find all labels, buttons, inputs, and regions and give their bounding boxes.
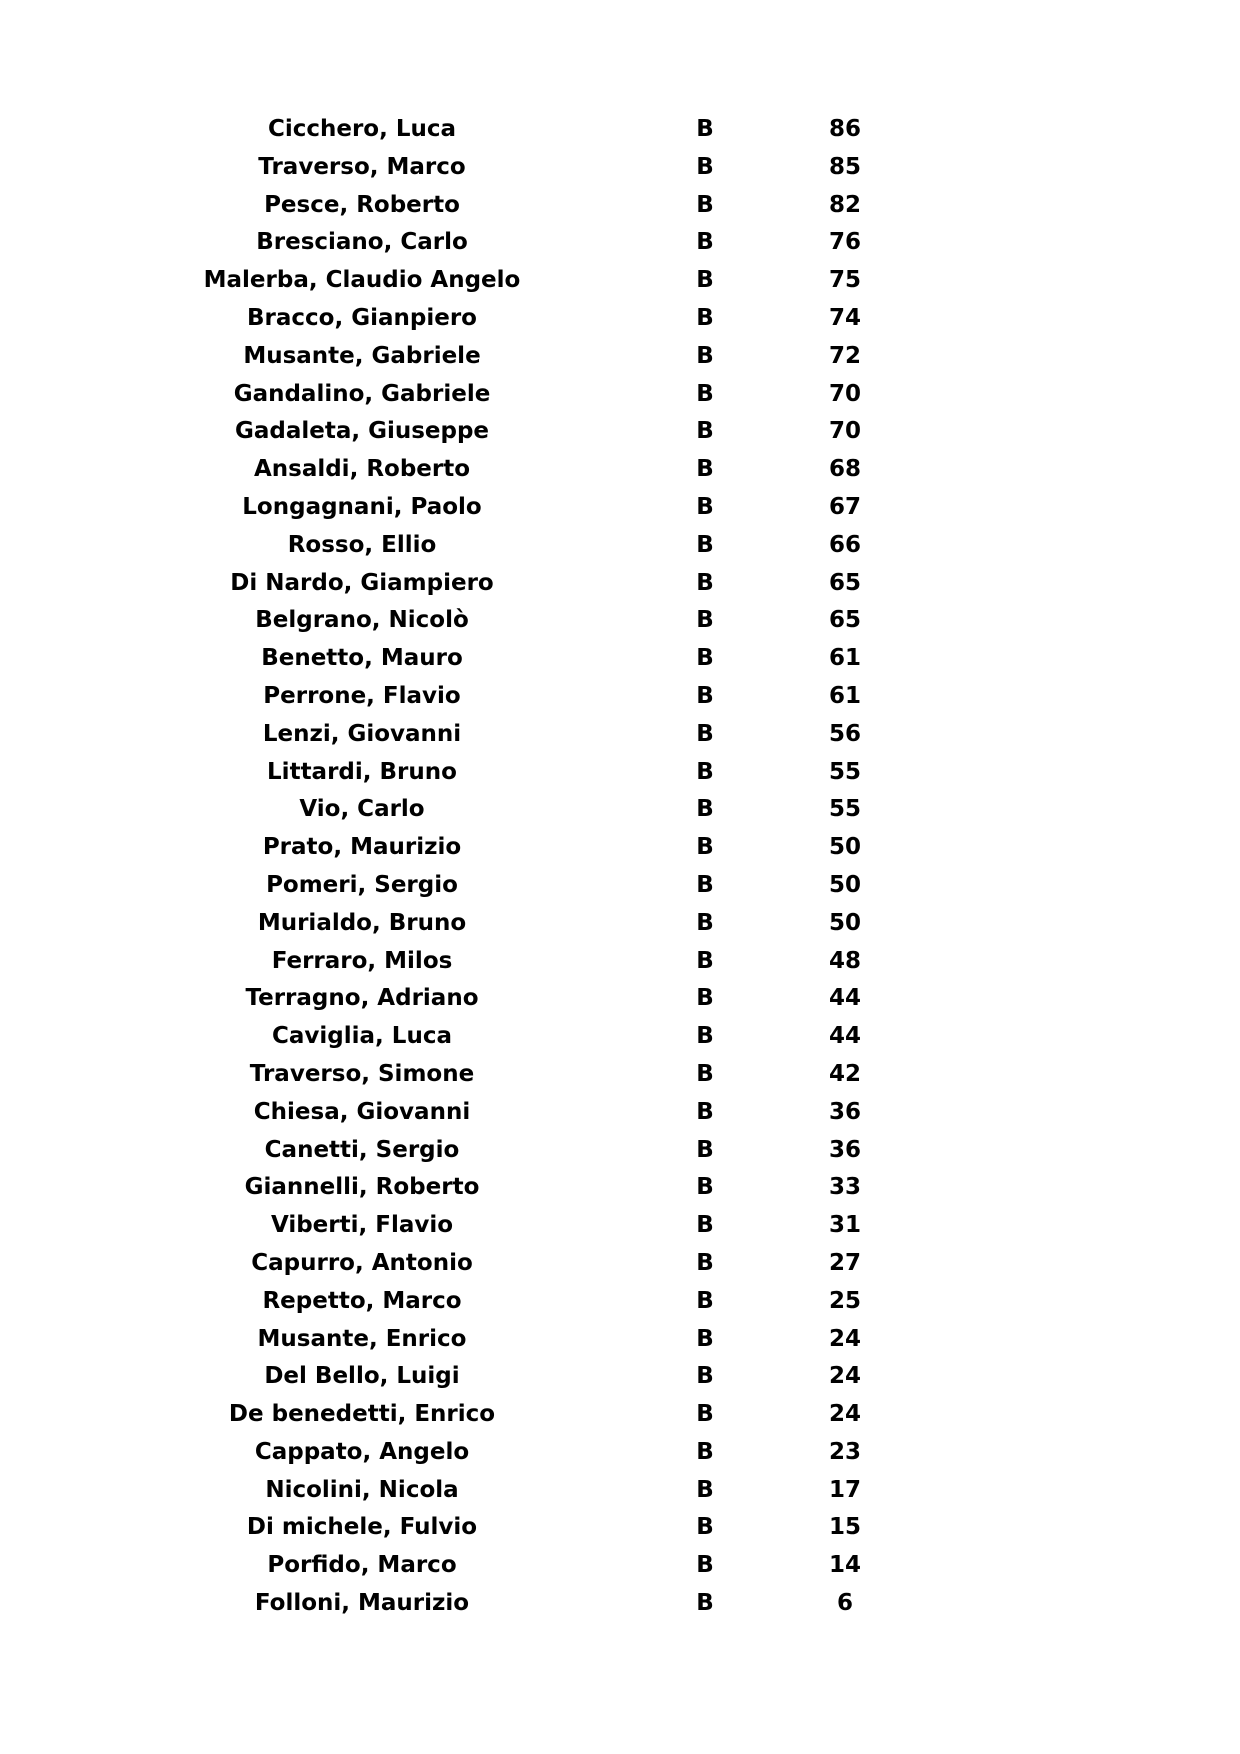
standings-row	[0, 1509, 1240, 1547]
player-name: Folloni, Maurizio	[254, 1590, 470, 1617]
player-name: Nicolini, Nicola	[265, 1476, 459, 1503]
standings-row	[0, 1547, 1240, 1585]
standings-row	[0, 1207, 1240, 1245]
standings-list	[0, 111, 1240, 1623]
player-name: Di Nardo, Giampiero	[230, 569, 494, 596]
player-category: B	[696, 1287, 714, 1314]
player-score: 15	[828, 1514, 861, 1541]
player-score: 68	[828, 456, 861, 483]
player-name: Pesce, Roberto	[264, 191, 460, 218]
player-name: Lenzi, Giovanni	[262, 720, 462, 747]
player-score: 50	[828, 834, 861, 861]
player-category: B	[696, 456, 714, 483]
standings-row	[0, 754, 1240, 792]
standings-row	[0, 1321, 1240, 1359]
player-category: B	[696, 1098, 714, 1125]
standings-row	[0, 451, 1240, 489]
standings-row	[0, 1018, 1240, 1056]
player-name: Longagnani, Paolo	[242, 493, 482, 520]
player-category: B	[696, 229, 714, 256]
player-category: B	[696, 758, 714, 785]
player-category: B	[696, 645, 714, 672]
player-score: 67	[828, 493, 861, 520]
player-score: 70	[828, 380, 861, 407]
player-score: 50	[828, 871, 861, 898]
player-category: B	[696, 267, 714, 294]
standings-row	[0, 1132, 1240, 1170]
player-score: 56	[828, 720, 861, 747]
player-category: B	[696, 909, 714, 936]
standings-row	[0, 262, 1240, 300]
standings-row	[0, 1396, 1240, 1434]
player-category: B	[696, 304, 714, 331]
standings-row	[0, 1169, 1240, 1207]
standings-row	[0, 905, 1240, 943]
standings-row	[0, 1585, 1240, 1623]
standings-row	[0, 1094, 1240, 1132]
player-category: B	[696, 191, 714, 218]
player-category: B	[696, 1136, 714, 1163]
player-name: De benedetti, Enrico	[228, 1401, 496, 1428]
player-score: 24	[828, 1363, 861, 1390]
player-category: B	[696, 418, 714, 445]
player-category: B	[696, 1249, 714, 1276]
player-score: 74	[828, 304, 861, 331]
player-name: Vio, Carlo	[299, 796, 425, 823]
standings-row	[0, 413, 1240, 451]
player-name: Traverso, Marco	[258, 153, 466, 180]
standings-row	[0, 111, 1240, 149]
player-score: 42	[828, 1060, 861, 1087]
player-category: B	[696, 1363, 714, 1390]
player-score: 36	[828, 1098, 861, 1125]
player-score: 48	[828, 947, 861, 974]
standings-row	[0, 338, 1240, 376]
player-category: B	[696, 871, 714, 898]
player-score: 44	[828, 985, 861, 1012]
standings-row	[0, 149, 1240, 187]
player-name: Bresciano, Carlo	[256, 229, 468, 256]
player-category: B	[696, 720, 714, 747]
player-name: Gandalino, Gabriele	[233, 380, 491, 407]
player-name: Rosso, Ellio	[287, 531, 437, 558]
player-score: 17	[828, 1476, 861, 1503]
player-name: Perrone, Flavio	[263, 682, 461, 709]
player-category: B	[696, 796, 714, 823]
player-name: Pomeri, Sergio	[266, 871, 458, 898]
player-name: Murialdo, Bruno	[257, 909, 467, 936]
player-name: Traverso, Simone	[249, 1060, 475, 1087]
player-category: B	[696, 985, 714, 1012]
standings-row	[0, 791, 1240, 829]
player-category: B	[696, 1023, 714, 1050]
player-name: Cappato, Angelo	[254, 1438, 470, 1465]
standings-row	[0, 300, 1240, 338]
standings-row	[0, 829, 1240, 867]
standings-row	[0, 716, 1240, 754]
player-score: 66	[828, 531, 861, 558]
standings-row	[0, 980, 1240, 1018]
player-score: 55	[828, 758, 861, 785]
player-category: B	[696, 1590, 714, 1617]
player-score: 65	[828, 607, 861, 634]
standings-row	[0, 678, 1240, 716]
standings-row	[0, 1472, 1240, 1510]
standings-row	[0, 602, 1240, 640]
player-category: B	[696, 153, 714, 180]
player-category: B	[696, 1212, 714, 1239]
player-name: Ferraro, Milos	[271, 947, 453, 974]
player-name: Ansaldi, Roberto	[253, 456, 471, 483]
standings-row	[0, 1358, 1240, 1396]
player-name: Giannelli, Roberto	[244, 1174, 480, 1201]
player-score: 44	[828, 1023, 861, 1050]
player-category: B	[696, 947, 714, 974]
player-name: Di michele, Fulvio	[246, 1514, 478, 1541]
player-score: 27	[828, 1249, 861, 1276]
player-name: Prato, Maurizio	[262, 834, 462, 861]
player-category: B	[696, 493, 714, 520]
player-score: 14	[828, 1552, 861, 1579]
player-score: 75	[828, 267, 861, 294]
player-category: B	[696, 1060, 714, 1087]
player-score: 61	[828, 682, 861, 709]
player-category: B	[696, 834, 714, 861]
player-category: B	[696, 1552, 714, 1579]
player-score: 25	[828, 1287, 861, 1314]
player-score: 23	[828, 1438, 861, 1465]
standings-row	[0, 187, 1240, 225]
player-name: Porfido, Marco	[267, 1552, 457, 1579]
player-score: 86	[828, 116, 861, 142]
player-score: 36	[828, 1136, 861, 1163]
player-name: Littardi, Bruno	[267, 758, 457, 785]
player-score: 61	[828, 645, 861, 672]
player-category: B	[696, 1438, 714, 1465]
player-name: Belgrano, Nicolò	[255, 607, 469, 634]
player-name: Repetto, Marco	[262, 1287, 462, 1314]
player-score: 24	[828, 1401, 861, 1428]
player-score: 55	[828, 796, 861, 823]
player-category: B	[696, 682, 714, 709]
player-score: 65	[828, 569, 861, 596]
player-score: 76	[828, 229, 861, 256]
player-name: Malerba, Claudio Angelo	[203, 267, 521, 294]
player-name: Canetti, Sergio	[264, 1136, 460, 1163]
player-score: 72	[828, 342, 861, 369]
player-category: B	[696, 1325, 714, 1352]
player-name: Bracco, Gianpiero	[247, 304, 477, 331]
player-score: 70	[828, 418, 861, 445]
standings-row	[0, 565, 1240, 603]
player-category: B	[696, 1401, 714, 1428]
standings-row	[0, 867, 1240, 905]
standings-row	[0, 527, 1240, 565]
player-name: Terragno, Adriano	[245, 985, 479, 1012]
player-name: Viberti, Flavio	[270, 1212, 454, 1239]
player-name: Caviglia, Luca	[272, 1023, 452, 1050]
standings-row	[0, 224, 1240, 262]
player-category: B	[696, 1476, 714, 1503]
standings-row	[0, 1434, 1240, 1472]
player-score: 85	[828, 153, 861, 180]
player-score: 31	[828, 1212, 861, 1239]
player-name: Musante, Enrico	[257, 1325, 467, 1352]
player-category: B	[696, 1514, 714, 1541]
player-score: 50	[828, 909, 861, 936]
standings-row	[0, 376, 1240, 414]
standings-row	[0, 943, 1240, 981]
standings-row	[0, 1056, 1240, 1094]
player-category: B	[696, 607, 714, 634]
player-name: Gadaleta, Giuseppe	[234, 418, 490, 445]
standings-row	[0, 1283, 1240, 1321]
player-category: B	[696, 380, 714, 407]
player-name: Benetto, Mauro	[261, 645, 463, 672]
player-category: B	[696, 531, 714, 558]
player-category: B	[696, 342, 714, 369]
standings-row	[0, 640, 1240, 678]
player-name: Del Bello, Luigi	[264, 1363, 460, 1390]
player-name: Chiesa, Giovanni	[253, 1098, 471, 1125]
player-score: 24	[828, 1325, 861, 1352]
player-score: 82	[828, 191, 861, 218]
player-category: B	[696, 569, 714, 596]
standings-row	[0, 1245, 1240, 1283]
player-name: Musante, Gabriele	[243, 342, 481, 369]
player-score: 33	[828, 1174, 861, 1201]
player-name: Capurro, Antonio	[251, 1249, 473, 1276]
standings-row	[0, 489, 1240, 527]
player-score: 6	[836, 1590, 853, 1617]
player-category: B	[696, 1174, 714, 1201]
player-category: B	[696, 116, 714, 142]
player-name: Cicchero, Luca	[267, 116, 457, 142]
